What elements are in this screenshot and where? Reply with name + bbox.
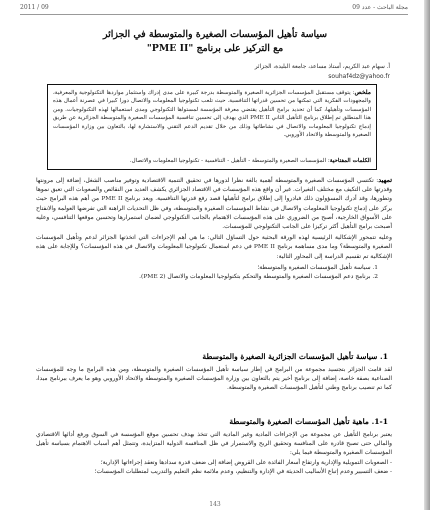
intro-paragraph-1: تمهيد: تكتسي المؤسسات الصغيرة والمتوسطة أهمية بالغة نظرا لدورها في تحقيق التنمية الاقتصادية وتوفير مناصب الشغل، إضافة إلى مرونتها وقدرتها على التكيف مع مختلف التغيرات. غير أن واقع هذه المؤسسات في الاقتصاد الجزائري يكشف العديد من النقائص والصعوبات التي تعيق نموها وتطورها، وقد أدرك المسؤولون ذلك فبادروا إلى إطلاق برامج لتأهيلها قصد رفع قدرتها التنافسية. ويعد برنامج PME II من أهم هذه البرامج حيث يركز على إدماج تكنولوجيا المعلومات والاتصال في نشاط المؤسسات الصغيرة والمتوسطة، وفي ظل التحديات الراهنة التي تفرضها العولمة والانفتاح على الأسواق الخارجية، أصبح من الضروري على هذه المؤسسات الاهتمام بالجانب التكنولوجي لضمان استمرارها وتحسين موقعها التنافسي، وعليه أصبحت برامج التأهيل أكثر تركيزا على الجانب التكنولوجي للمؤسسات. <box>36 176 392 231</box>
section-1-1-paragraph: يعتبر برنامج التأهيل عن مجموعة من الإجراءات المادية وغير المادية التي تتخذ بهدف تحسين موقع المؤسسة في السوق ورفع أدائها الاقتصادي والمالي حتى تصبح قادرة على المنافسة وتحقيق الربح والاستمرار في ظل المنافسة الدولية المتزايدة، وتتمثل أهم أسباب الاهتمام بسياسة تأهيل المؤسسات الصغيرة والمتوسطة فيما يلي: <box>36 432 392 457</box>
bullet-item: - الصعوبات التمويلية والإدارية وارتفاع أسعار الفائدة على القروض إضافة إلى ضعف قدرة سدادها وتعقد إجراءاتها الإدارية؛ <box>100 459 392 466</box>
paper-title <box>30 28 400 56</box>
author-email[interactable]: souhaf4dz@yahoo.fr <box>328 73 390 80</box>
abstract-box <box>47 84 377 170</box>
page-number: 143 <box>209 501 221 508</box>
abstract-body: يتوقف مستقبل المؤسسات الجزائرية الصغيرة والمتوسطة بدرجة كبيرة على مدى إدراك واستثمار مواردها التكنولوجية والمعرفية، والمجهودات الفكرية التي تمكنها من تحسين قدراتها التنافسية. حيث تلعب تكنولوجيا المعلومات والاتصال دورا كبيرا في عصرنة أعمال هذه المؤسسات وتأهيلها، كما أن تحديد برامج التأهيل يقتضي معرفة المؤسسة لمستواها التكنولوجي ومدى استعمالها لهذه التكنولوجيات. ومن هذا المنطلق تم إطلاق برنامج التأهيل الثاني PME II الذي يهدف إلى تحسين تنافسية المؤسسات الصغيرة والمتوسطة الجزائرية عن طريق إدماج تكنولوجيا المعلومات والاتصال في نشاطاتها وذلك من خلال تقديم الدعم التقني والاستشارة لها، بالتعاون بين وزارة المؤسسات الصغيرة والمتوسطة والاتحاد الأوروبي. <box>53 90 372 139</box>
intro-list-item: 1. سياسة تأهيل المؤسسات الصغيرة والمتوسطة؛ <box>257 264 378 271</box>
bullet-item: - ضعف التسيير وعدم إتباع الأساليب الحديثة في الإدارة والتنظيم، وعدم ملائمة نظم التعليم والتدريب لمتطلبات المؤسسات؛ <box>94 468 392 475</box>
journal-name: مجلة الباحث - عدد 09 <box>352 4 408 11</box>
title-line-1: سياسة تأهيل المؤسسات الصغيرة والمتوسطة في الجزائر <box>102 29 328 40</box>
issue-year: 2011 / 09 <box>20 4 49 11</box>
abstract-text: ملخص: يتوقف مستقبل المؤسسات الجزائرية الصغيرة والمتوسطة بدرجة كبيرة على مدى إدراك واستثمار مواردها التكنولوجية والمعرفية، والمجهودات الفكرية التي تمكنها من تحسين قدراتها التنافسية. حيث تلعب تكنولوجيا المعلومات والاتصال دورا كبيرا في عصرنة أعمال هذه المؤسسات وتأهيلها، كما أن تحديد برامج التأهيل يقتضي معرفة المؤسسة لمستواها التكنولوجي ومدى استعمالها لهذه التكنولوجيات. ومن هذا المنطلق تم إطلاق برنامج التأهيل الثاني PME II الذي يهدف إلى تحسين تنافسية المؤسسات الصغيرة والمتوسطة الجزائرية عن طريق إدماج تكنولوجيا المعلومات والاتصال في نشاطاتها وذلك من خلال تقديم الدعم التقني والاستشارة لها، بالتعاون بين وزارة المؤسسات الصغيرة والمتوسطة والاتحاد الأوروبي. <box>53 89 372 139</box>
intro-section <box>36 176 392 282</box>
keywords-heading: الكلمات المفتاحية <box>329 158 371 164</box>
section-1-1-body <box>36 431 392 477</box>
intro-list <box>36 264 392 282</box>
intro-heading: تمهيد <box>378 176 392 184</box>
author-line: أ. سهام عبد الكريم، أستاذ مساعد، جامعة البليدة، الجزائر <box>254 64 390 70</box>
section-1-1-bullets <box>36 459 392 477</box>
intro-paragraph-2: وعليه تتمحور الإشكالية الرئيسية لهذه الورقة البحثية حول التساؤل التالي: ما هي أهم الإجراءات التي اتخذتها الجزائر لدعم وتأهيل المؤسسات الصغيرة والمتوسطة؟ وما مدى مساهمة برنامج PME II في دعم استعمال تكنولوجيا المعلومات والاتصال في هذه المؤسسات؟ وللإجابة على هذه الإشكالية تم تقسيم الدراسة إلى المحاور التالية: <box>36 235 392 260</box>
author-block <box>130 62 390 82</box>
intro-text-1: تكتسي المؤسسات الصغيرة والمتوسطة أهمية بالغة نظرا لدورها في تحقيق التنمية الاقتصادية وتوفير مناصب الشغل، إضافة إلى مرونتها وقدرتها على التكيف مع مختلف التغيرات. غير أن واقع هذه المؤسسات في الاقتصاد الجزائري يكشف العديد من النقائص والصعوبات التي تعيق نموها وتطورها، وقد أدرك المسؤولون ذلك فبادروا إلى إطلاق برامج لتأهيلها قصد رفع قدرتها التنافسية. ويعد برنامج PME II من أهم هذه البرامج حيث يركز على إدماج تكنولوجيا المعلومات والاتصال في نشاط المؤسسات الصغيرة والمتوسطة، وفي ظل التحديات الراهنة التي تفرضها العولمة والانفتاح على الأسواق الخارجية، أصبح من الضروري على هذه المؤسسات الاهتمام بالجانب التكنولوجي لضمان استمرارها وتحسين موقعها التنافسي، وعليه أصبحت برامج التأهيل أكثر تركيزا على الجانب التكنولوجي للمؤسسات. <box>36 178 392 231</box>
page-edge-shadow <box>424 0 430 510</box>
section-1-1-heading: 1-1. ماهية تأهيل المؤسسات الصغيرة والمتوسطة <box>229 417 388 426</box>
keywords: الكلمات المفتاحية: المؤسسات الصغيرة والمتوسطة - التأهيل - التنافسية - تكنولوجيا المعلومات والاتصال. <box>129 158 371 164</box>
section-1-paragraph: لقد قامت الجزائر بتجسيد مجموعة من البرامج في إطار سياسة تأهيل المؤسسات الصغيرة والمتوسطة، ومن هذه البرامج ما وجه للمؤسسات الصناعية بصفة خاصة، إضافة إلى برنامج أخير يتم بالتعاون بين وزارة المؤسسات الصغيرة والمتوسطة والاتحاد الأوروبي وهو ما يعرف ببرنامج ميدا، كما تم تنصيب برنامج وطني لتأهيل المؤسسات الصغيرة والمتوسطة. <box>36 367 392 392</box>
running-header <box>20 2 408 15</box>
section-1-heading: 1. سياسة تأهيل المؤسسات الجزائرية الصغيرة والمتوسطة <box>202 352 388 361</box>
title-line-2: مع التركيز على برنامج "PME II" <box>146 43 284 54</box>
abstract-heading: ملخص <box>354 89 371 96</box>
intro-list-item: 2. برنامج دعم المؤسسات الصغيرة والمتوسطة والتحكم بتكنولوجيا المعلومات والاتصال (PME 2). <box>139 274 378 281</box>
keywords-list: المؤسسات الصغيرة والمتوسطة - التأهيل - التنافسية - تكنولوجيا المعلومات والاتصال. <box>129 158 327 164</box>
